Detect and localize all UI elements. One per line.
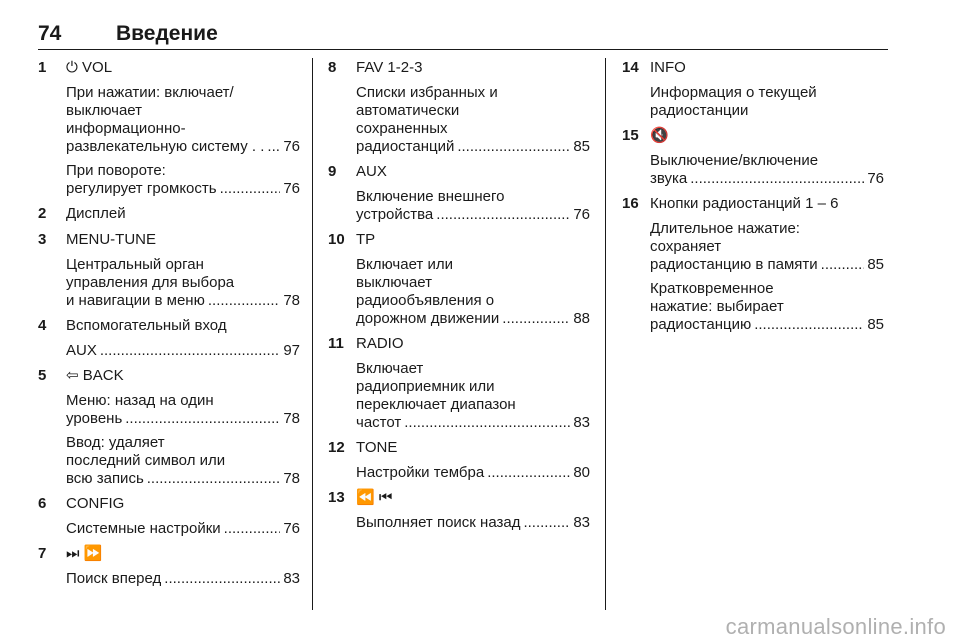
page-ref-number: 85 (867, 316, 884, 333)
index-entry (38, 204, 300, 224)
description-line: Информация о текущей (650, 84, 817, 101)
entry-heading (328, 58, 590, 78)
page-ref-number: 76 (867, 170, 884, 187)
page-ref-number: 83 (573, 414, 590, 431)
entry-label: ⏭ ⏩ (66, 545, 103, 562)
description-line: Длительное нажатие: (650, 220, 800, 237)
index-entry (38, 366, 300, 488)
page-reference (356, 206, 590, 224)
description-line: Меню: назад на один (66, 392, 214, 409)
leader-dots (404, 414, 570, 432)
description-line: сохраняет (650, 238, 722, 255)
leader-dots (100, 342, 280, 360)
page-reference (66, 342, 300, 360)
reference-text: Поиск вперед (66, 570, 162, 587)
entry-label: TP (356, 231, 376, 248)
reference-text: звука (650, 170, 688, 187)
page-header (38, 22, 888, 50)
entry-number: 8 (328, 59, 337, 76)
entry-number: 15 (622, 127, 639, 144)
entry-description (356, 360, 590, 432)
leader-dots (487, 464, 570, 482)
column-divider-2 (605, 58, 606, 610)
entry-heading (38, 544, 300, 564)
page-reference (356, 464, 590, 482)
description-line: последний символ или (66, 452, 226, 469)
reference-text: Настройки тембра (356, 464, 485, 481)
index-entry (38, 58, 300, 198)
page-ref-number: 85 (573, 138, 590, 155)
entry-number: 1 (38, 59, 47, 76)
page-reference (356, 310, 590, 328)
entry-number: 13 (328, 489, 345, 506)
page-ref-number: 76 (283, 520, 300, 537)
index-entry (328, 334, 590, 432)
entry-heading (328, 162, 590, 182)
header-rule (38, 49, 888, 50)
watermark: carmanualsonline.info (725, 614, 946, 639)
entry-number: 4 (38, 317, 47, 334)
description-line: радиоприемник или (356, 378, 495, 395)
entry-label: FAV 1-2-3 (356, 59, 423, 76)
page-ref-number: 97 (283, 342, 300, 359)
entry-number: 14 (622, 59, 639, 76)
description-line: Выключение/включение (650, 152, 819, 169)
entry-label: RADIO (356, 335, 404, 352)
entry-description (66, 570, 300, 588)
entry-heading (328, 230, 590, 250)
page-reference (66, 410, 300, 428)
entry-heading (622, 126, 884, 146)
leader-dots (690, 170, 864, 188)
leader-dots (220, 180, 281, 198)
page-reference (356, 514, 590, 532)
entry-description (66, 520, 300, 538)
entry-heading (38, 58, 300, 78)
index-entry (328, 162, 590, 224)
reference-text: радиостанцию в памяти (650, 256, 818, 273)
column-1 (38, 58, 300, 594)
leader-dots (224, 520, 281, 538)
description-line: Включает (356, 360, 424, 377)
index-entry (38, 230, 300, 310)
entry-heading (38, 316, 300, 336)
index-entry (38, 544, 300, 588)
description-line: Центральный орган (66, 256, 204, 273)
entry-label: 🔇 (650, 127, 669, 144)
reference-text: устройства (356, 206, 434, 223)
entry-description (66, 84, 300, 156)
page-ref-number: 76 (283, 138, 300, 155)
entry-description (650, 152, 884, 188)
leader-dots (147, 470, 281, 488)
page-number: 74 (38, 22, 62, 45)
entry-number: 16 (622, 195, 639, 212)
reference-text: AUX (66, 342, 97, 359)
page-reference (66, 470, 300, 488)
column-divider-1 (312, 58, 313, 610)
entry-label: ⇦ BACK (66, 367, 124, 384)
entry-number: 12 (328, 439, 345, 456)
leader-dots (821, 256, 865, 274)
entry-heading (328, 438, 590, 458)
entry-number: 9 (328, 163, 337, 180)
page-reference (66, 292, 300, 310)
index-entry (622, 126, 884, 188)
entry-heading (622, 58, 884, 78)
entry-number: 7 (38, 545, 47, 562)
entry-label: Дисплей (66, 205, 126, 222)
description-line: выключает (66, 102, 143, 119)
page-reference (650, 316, 884, 334)
description-line: Включение внешнего (356, 188, 505, 205)
page-reference (66, 138, 300, 156)
page-ref-number: 78 (283, 470, 300, 487)
entry-label: Вспомогательный вход (66, 317, 227, 334)
description-line: информационно- (66, 120, 186, 137)
page-reference (650, 256, 884, 274)
reference-text: регулирует громкость (66, 180, 217, 197)
description-line: переключает диапазон (356, 396, 516, 413)
index-entry (38, 494, 300, 538)
index-entry (328, 438, 590, 482)
entry-number: 6 (38, 495, 47, 512)
entry-label: AUX (356, 163, 387, 180)
page-reference (650, 170, 884, 188)
leader-dots (457, 138, 570, 156)
description-line: сохраненных (356, 120, 448, 137)
entry-heading (38, 230, 300, 250)
entry-label: CONFIG (66, 495, 125, 512)
page-reference (66, 570, 300, 588)
entry-description (66, 162, 300, 198)
leader-dots (208, 292, 280, 310)
reference-text: радиостанцию (650, 316, 752, 333)
description-line: При повороте: (66, 162, 166, 179)
reference-text: уровень (66, 410, 123, 427)
description-line: Списки избранных и (356, 84, 498, 101)
entry-label: MENU-TUNE (66, 231, 156, 248)
reference-text: дорожном движении (356, 310, 500, 327)
leader-dots (523, 514, 570, 532)
entry-description (356, 464, 590, 482)
index-entry (328, 58, 590, 156)
leader-dots (125, 410, 280, 428)
page-reference (356, 414, 590, 432)
page-ref-number: 83 (573, 514, 590, 531)
entry-number: 10 (328, 231, 345, 248)
reference-text: Выполняет поиск назад (356, 514, 521, 531)
reference-text: развлекательную систему . . (66, 138, 265, 155)
column-2 (328, 58, 590, 538)
leader-dots (164, 570, 280, 588)
reference-text: и навигации в меню (66, 292, 205, 309)
column-3 (622, 58, 884, 340)
entry-description (650, 280, 884, 334)
page-ref-number: 80 (573, 464, 590, 481)
index-entry (38, 316, 300, 360)
entry-number: 11 (328, 335, 344, 352)
description-line: Кратковременное (650, 280, 774, 297)
reference-text: всю запись (66, 470, 144, 487)
description-line: При нажатии: включает/ (66, 84, 234, 101)
entry-description (356, 84, 590, 156)
description-line: Включает или (356, 256, 453, 273)
leader-dots (436, 206, 570, 224)
entry-heading (38, 204, 300, 224)
entry-description (66, 256, 300, 310)
description-line: радиостанции (650, 102, 749, 119)
index-entry (622, 58, 884, 120)
entry-heading (328, 488, 590, 508)
reference-text: частот (356, 414, 402, 431)
entry-heading (38, 494, 300, 514)
reference-text: Системные настройки (66, 520, 221, 537)
description-line: Ввод: удаляет (66, 434, 165, 451)
page-ref-number: 78 (283, 410, 300, 427)
description-line: автоматически (356, 102, 460, 119)
page-title: Введение (116, 22, 218, 45)
entry-label: ⏻ VOL (66, 59, 113, 76)
entry-label: TONE (356, 439, 398, 456)
leader-dots (502, 310, 570, 328)
entry-number: 3 (38, 231, 47, 248)
page-ref-number: 83 (283, 570, 300, 587)
entry-label: ⏪ ⏮ (356, 489, 393, 506)
entry-description (66, 342, 300, 360)
page-ref-number: 78 (283, 292, 300, 309)
index-entry (622, 194, 884, 334)
page-ref-number: 85 (867, 256, 884, 273)
entry-number: 5 (38, 367, 47, 384)
page-ref-number: 88 (573, 310, 590, 327)
page-ref-number: 76 (573, 206, 590, 223)
entry-description (66, 392, 300, 428)
index-entry (328, 230, 590, 328)
entry-description (66, 434, 300, 488)
entry-description (650, 220, 884, 274)
entry-description (650, 84, 884, 120)
description-line: нажатие: выбирает (650, 298, 784, 315)
description-line: радиообъявления о (356, 292, 495, 309)
index-entry (328, 488, 590, 532)
entry-label: Кнопки радиостанций 1 – 6 (650, 195, 839, 212)
page-reference (66, 180, 300, 198)
description-line: выключает (356, 274, 433, 291)
entry-description (356, 514, 590, 532)
entry-heading (328, 334, 590, 354)
description-line: управления для выбора (66, 274, 235, 291)
entry-description (356, 256, 590, 328)
entry-number: 2 (38, 205, 47, 222)
page-reference (356, 138, 590, 156)
page-reference (66, 520, 300, 538)
entry-heading (38, 366, 300, 386)
entry-heading (622, 194, 884, 214)
page-ref-number: 76 (283, 180, 300, 197)
entry-label: INFO (650, 59, 686, 76)
reference-text: радиостанций (356, 138, 455, 155)
entry-description (356, 188, 590, 224)
leader-dots (267, 138, 280, 156)
leader-dots (754, 316, 864, 334)
